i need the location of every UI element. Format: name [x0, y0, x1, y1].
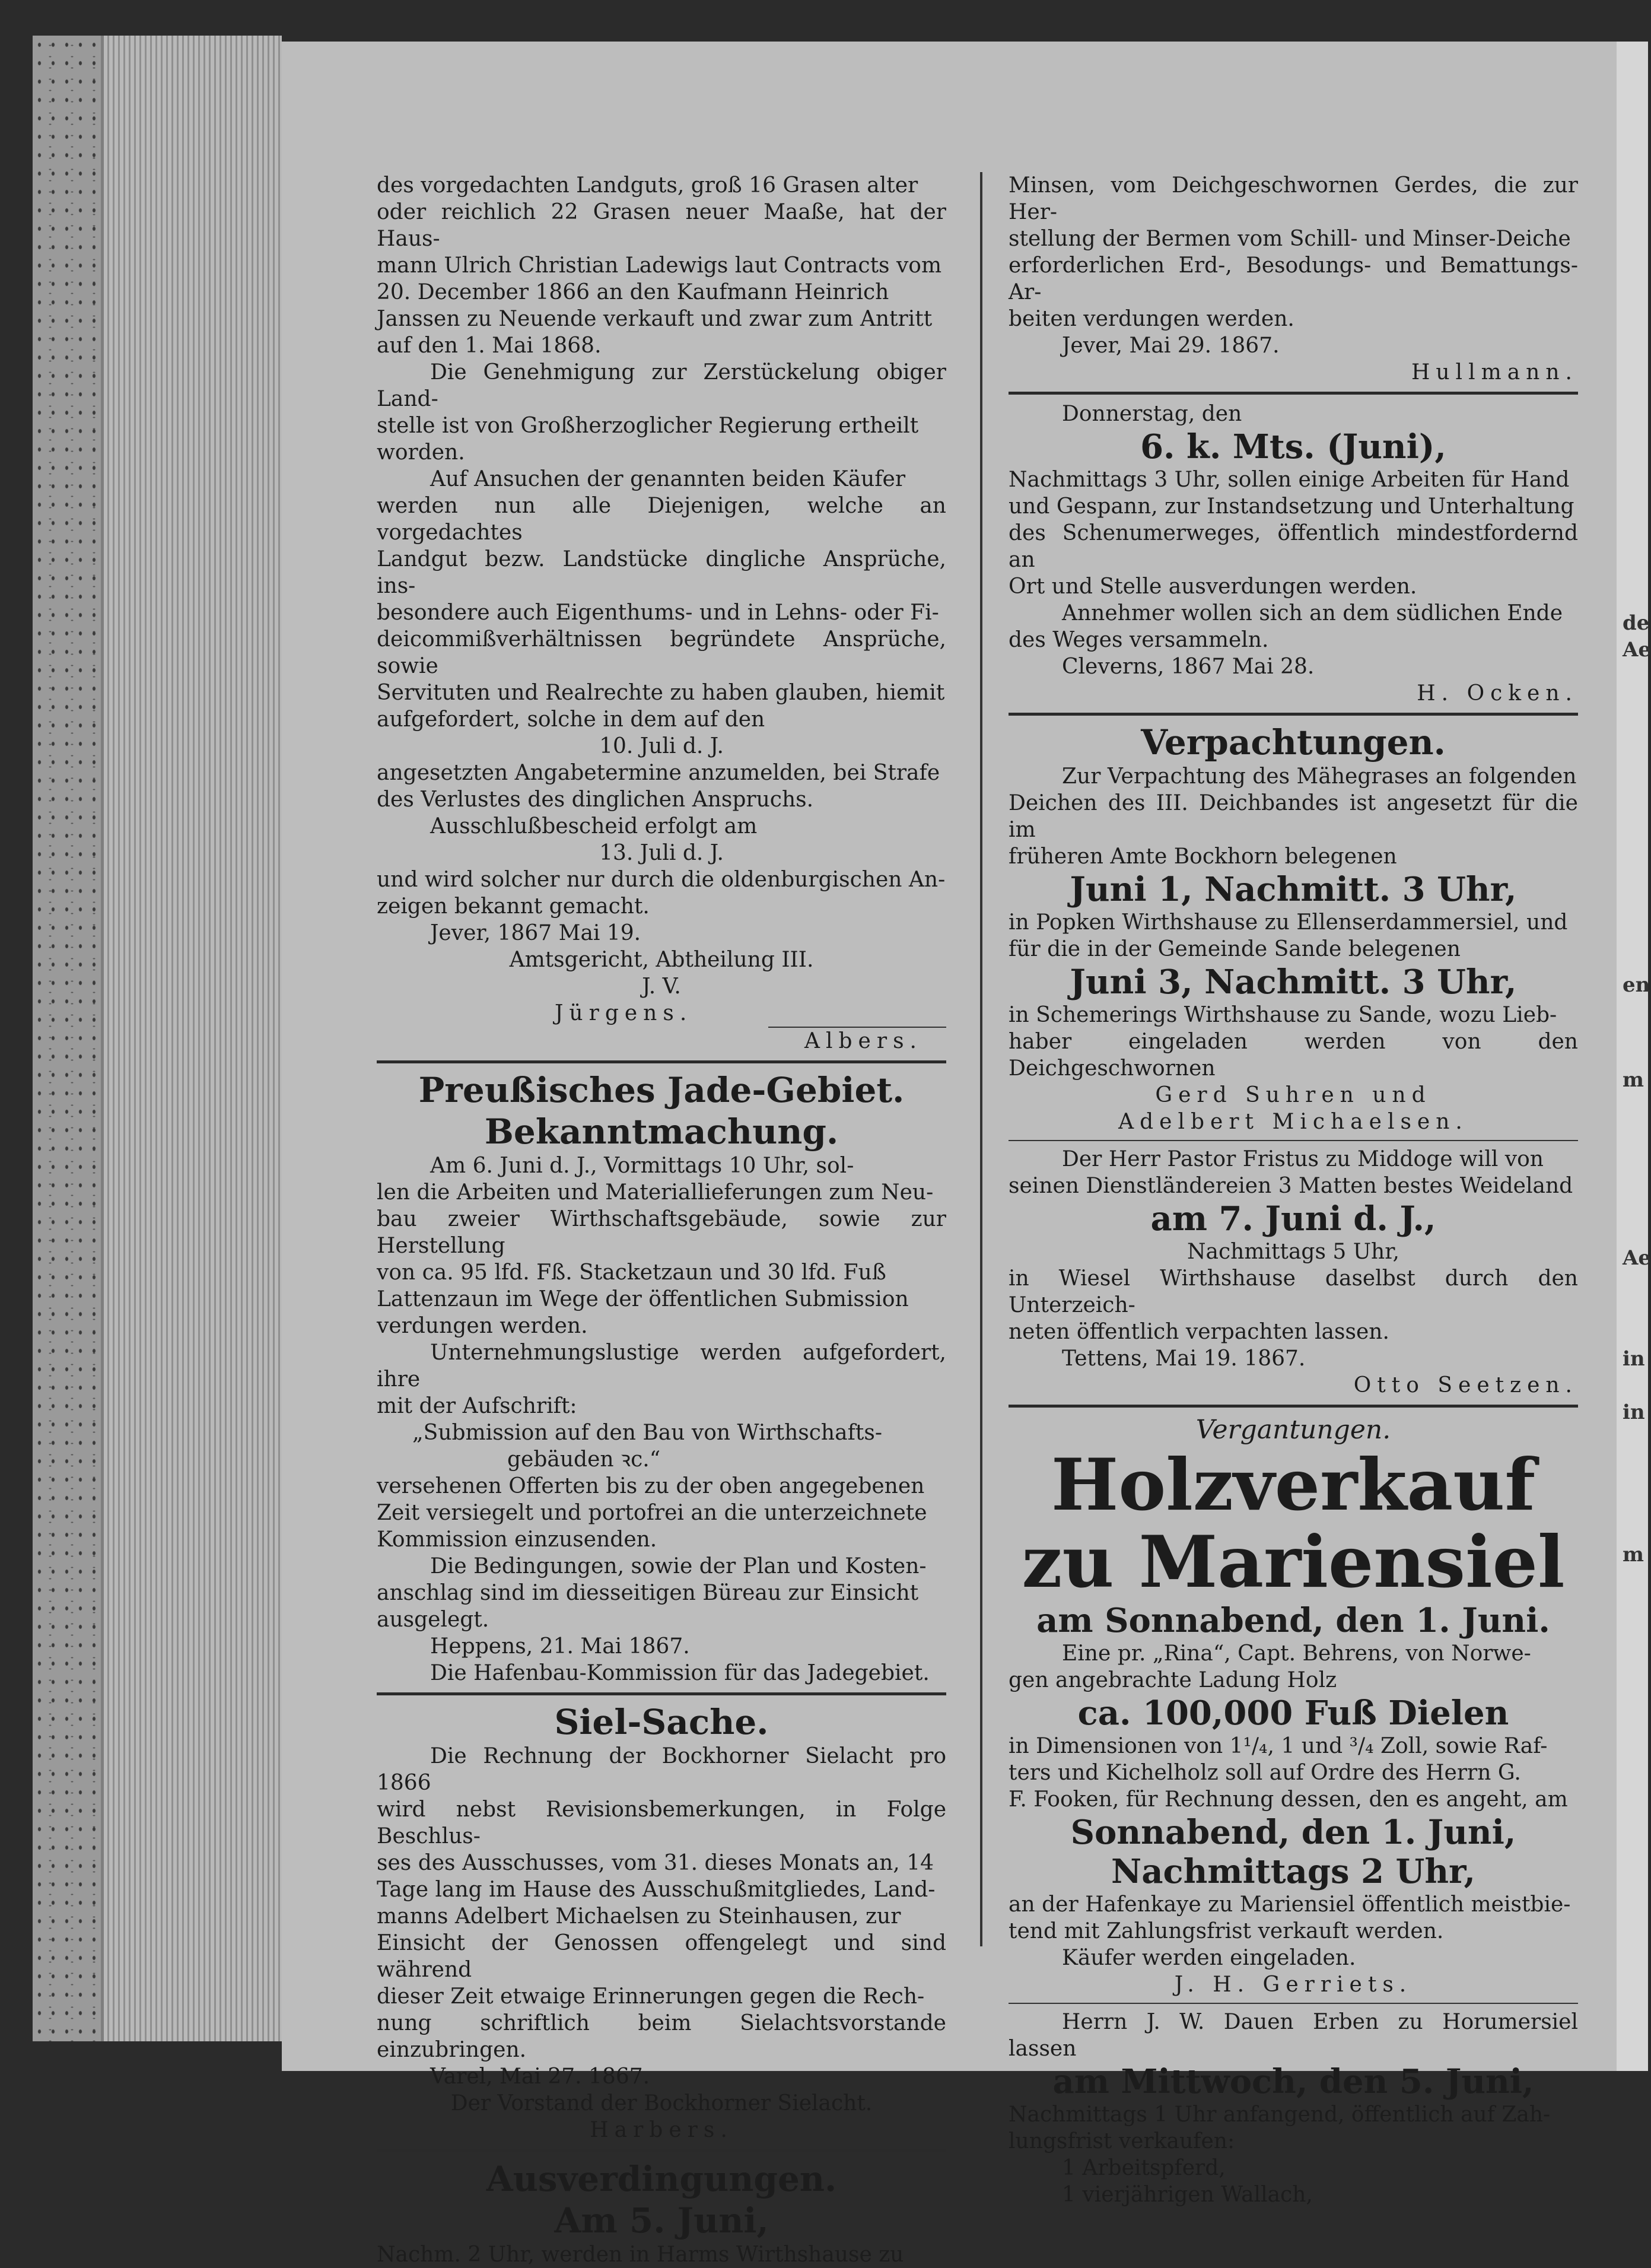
text-line: Servituten und Realrechte zu haben glauben, hiemit	[377, 681, 945, 705]
text-line: früheren Amte Bockhorn belegenen	[1009, 844, 1397, 869]
list-item: 1 Arbeitspferd,	[1062, 2156, 1226, 2180]
page-leaves	[104, 36, 282, 2041]
text-line: des Schenumerweges, öffentlich mindestfordernd an	[1009, 521, 1578, 572]
section-title: Siel-Sache.	[554, 1702, 769, 1742]
text-line: seinen Dienstländereien 3 Matten bestes Weideland	[1009, 1174, 1573, 1198]
section-date: 6. k. Mts. (Juni),	[1140, 427, 1446, 466]
text-line: besondere auch Eigenthums- und in Lehns- oder Fi-	[377, 601, 939, 625]
section-date: Juni 1, Nachmitt. 3 Uhr,	[1070, 870, 1517, 909]
text-line: dieser Zeit etwaige Erinnerungen gegen die Rech-	[377, 1984, 925, 2009]
text-line: Einsicht der Genossen offengelegt und sind während	[377, 1931, 946, 1982]
next-page-fragment: Ae	[1623, 638, 1651, 662]
text-line: mann Ulrich Christian Ladewigs laut Contracts vom	[377, 253, 942, 278]
section-rule	[377, 2149, 946, 2152]
text-line: angesetzten Angabetermine anzumelden, bei Strafe	[377, 761, 940, 785]
quote-line: gebäuden ꝛc.“	[507, 1447, 661, 1472]
text-line: Herrn J. W. Dauen Erben zu Horumersiel lassen	[1009, 2010, 1578, 2061]
section-date: Juni 3, Nachmitt. 3 Uhr,	[1070, 963, 1517, 1002]
text-line: Eine pr. „Rina“, Capt. Behrens, von Norwe-	[1062, 1641, 1531, 1666]
text-line: zeigen bekannt gemacht.	[377, 894, 650, 919]
signature: Otto Seetzen.	[1353, 1373, 1578, 1397]
text-line: stellung der Bermen vom Schill- und Minser-Deiche	[1009, 227, 1571, 251]
text-line: F. Fooken, für Rechnung dessen, den es angeht, am	[1009, 1787, 1568, 1812]
headline: Holzverkauf	[1051, 1443, 1536, 1527]
text-line: Unternehmungslustige werden aufgefordert, ihre	[377, 1341, 946, 1392]
text-line: in Schemerings Wirthshause zu Sande, wozu Lieb-	[1009, 1003, 1557, 1027]
speckled-edge	[33, 36, 101, 2041]
text-line: werden nun alle Diejenigen, welche an vorgedachtes	[377, 494, 946, 545]
next-page-fragment: m	[1623, 1543, 1644, 1567]
section-subtitle: Bekanntmachung.	[484, 1111, 839, 1152]
text-line: des Verlustes des dinglichen Anspruchs.	[377, 787, 814, 812]
section-rule	[1009, 713, 1578, 716]
signature: Jürgens.	[555, 1001, 693, 1025]
place-date: Jever, Mai 29. 1867.	[1062, 333, 1280, 358]
text-line: Nachm. 2 Uhr, werden in Harms Wirthshause zu	[377, 2242, 904, 2267]
section-date: am Mittwoch, den 5. Juni,	[1052, 2062, 1534, 2101]
text-line: deicommißverhältnissen begründete Ansprüche, sowie	[377, 627, 946, 678]
text-line: Nachmittags 1 Uhr anfangend, öffentlich auf Zah-	[1009, 2102, 1551, 2127]
text-line: lungsfrist verkaufen:	[1009, 2129, 1235, 2153]
quote-line: „Submission auf den Bau von Wirthschafts-	[412, 1421, 882, 1445]
section-title: Ausverdingungen.	[486, 2159, 837, 2199]
text-line: Die Bedingungen, sowie der Plan und Kosten-	[430, 1554, 927, 1578]
text-line: mit der Aufschrift:	[377, 1394, 577, 1418]
text-line: in Popken Wirthshause zu Ellenserdammersiel, und	[1009, 910, 1568, 935]
text-line: Nachmittags 5 Uhr,	[1187, 1240, 1399, 1264]
list-item: 1 vierjährigen Wallach,	[1062, 2183, 1313, 2207]
text-line: manns Adelbert Michaelsen zu Steinhausen, zur	[377, 1904, 901, 1929]
text-line: 20. December 1866 an den Kaufmann Heinrich	[377, 280, 889, 304]
court-name: Amtsgericht, Abtheilung III.	[509, 948, 814, 972]
text-line: für die in der Gemeinde Sande belegenen	[1009, 937, 1461, 961]
text-line: aufgefordert, solche in dem auf den	[377, 707, 765, 732]
signature: Gerd Suhren und	[1155, 1083, 1431, 1107]
text-line: stelle ist von Großherzoglicher Regierung ertheilt	[377, 414, 919, 438]
next-page-fragment: Ae	[1623, 1246, 1651, 1270]
text-line: versehenen Offerten bis zu der oben angegebenen	[377, 1474, 925, 1498]
text-line: Donnerstag, den	[1062, 402, 1242, 426]
text-line: und Gespann, zur Instandsetzung und Unterhaltung	[1009, 494, 1574, 519]
section-title: Verpachtungen.	[1141, 722, 1446, 763]
place-date: Jever, 1867 Mai 19.	[430, 921, 641, 945]
section-title: Vergantungen.	[1195, 1415, 1391, 1445]
text-line: verdungen werden.	[377, 1314, 588, 1338]
section-date: am 7. Juni d. J.,	[1150, 1199, 1436, 1238]
signature: Harbers.	[590, 2118, 733, 2142]
text-line: ters und Kichelholz soll auf Ordre des Herrn G.	[1009, 1761, 1521, 1785]
text-line: Landgut bezw. Landstücke dingliche Ansprüche, ins-	[377, 547, 946, 598]
signature: J. V.	[642, 974, 681, 999]
place-date: Varel, Mai 27. 1867.	[430, 2064, 650, 2089]
next-page-fragment: m	[1623, 1068, 1644, 1092]
text-line: Der Herr Pastor Fristus zu Middoge will von	[1062, 1147, 1544, 1171]
text-line: Lattenzaun im Wege der öffentlichen Submission	[377, 1287, 909, 1311]
text-line: Deichen des III. Deichbandes ist angesetzt für die im	[1009, 791, 1578, 842]
signature: Hullmann.	[1411, 360, 1578, 385]
text-line: Ort und Stelle ausverdungen werden.	[1009, 574, 1417, 599]
text-line: oder reichlich 22 Grasen neuer Maaße, hat der Haus-	[377, 200, 946, 251]
text-line: ausgelegt.	[377, 1608, 489, 1632]
text-line: des vorgedachten Landguts, groß 16 Grasen alter	[377, 173, 918, 198]
text-line: an der Hafenkaye zu Mariensiel öffentlich meistbie-	[1009, 1892, 1571, 1917]
section-date: am Sonnabend, den 1. Juni.	[1036, 1601, 1550, 1640]
text-line: Ausschlußbescheid erfolgt am	[430, 814, 758, 838]
text-line: Nachmittags 3 Uhr, sollen einige Arbeiten für Hand	[1009, 468, 1570, 492]
signature: Die Hafenbau-Kommission für das Jadegebiet.	[430, 1661, 930, 1685]
section-rule	[1009, 2003, 1578, 2004]
signature: H. Ocken.	[1417, 681, 1578, 706]
text-line: des Weges versammeln.	[1009, 628, 1269, 652]
section-time: Nachmittags 2 Uhr,	[1111, 1852, 1475, 1891]
section-rule	[377, 1692, 946, 1695]
section-rule	[1009, 1140, 1578, 1141]
headline: zu Mariensiel	[1022, 1520, 1565, 1604]
text-line: worden.	[377, 440, 465, 465]
section-rule	[377, 1060, 946, 1063]
text-line: gen angebrachte Ladung Holz	[1009, 1668, 1337, 1692]
text-line: erforderlichen Erd-, Besodungs- und Bemattungs-Ar-	[1009, 253, 1578, 304]
text-line: Am 6. Juni d. J., Vormittags 10 Uhr, sol-	[430, 1154, 854, 1178]
text-line: Die Genehmigung zur Zerstückelung obiger Land-	[377, 360, 946, 411]
text-line: beiten verdungen werden.	[1009, 307, 1294, 331]
place-date: Cleverns, 1867 Mai 28.	[1062, 655, 1315, 679]
next-page-fragment: in	[1623, 1400, 1645, 1424]
signature: J. H. Gerriets.	[1174, 1972, 1413, 1997]
text-line: wird nebst Revisionsbemerkungen, in Folge Beschlus-	[377, 1797, 946, 1848]
text-line: haber eingeladen werden von den Deichgeschwornen	[1009, 1030, 1578, 1081]
text-line: tend mit Zahlungsfrist verkauft werden.	[1009, 1919, 1444, 1943]
text-line: ses des Ausschusses, vom 31. dieses Monats an, 14	[377, 1851, 934, 1875]
text-line: Minsen, vom Deichgeschwornen Gerdes, die zur Her-	[1009, 173, 1578, 224]
text-line: Annehmer wollen sich an dem südlichen Ende	[1062, 601, 1563, 625]
next-page-fragment: in	[1623, 1347, 1645, 1371]
date-line: 13. Juli d. J.	[599, 841, 724, 865]
next-page-fragment: en	[1623, 973, 1650, 997]
text-line: len die Arbeiten und Materiallieferungen zum Neu-	[377, 1180, 934, 1205]
text-line: Zeit versiegelt und portofrei an die unterzeichnete	[377, 1501, 927, 1525]
section-rule	[1009, 392, 1578, 395]
signature: Der Vorstand der Bockhorner Sielacht.	[450, 2091, 873, 2115]
signature: Adelbert Michaelsen.	[1118, 1110, 1468, 1134]
text-line: neten öffentlich verpachten lassen.	[1009, 1320, 1389, 1344]
text-line: in Wiesel Wirthshause daselbst durch den Unterzeich-	[1009, 1266, 1578, 1317]
date-line: 10. Juli d. J.	[599, 734, 724, 758]
text-line: Janssen zu Neuende verkauft und zwar zum Antritt	[377, 307, 933, 331]
text-line: Zur Verpachtung des Mähegrases an folgenden	[1062, 764, 1577, 789]
text-line: von ca. 95 lfd. Fß. Stacketzaun und 30 lfd. Fuß	[377, 1260, 886, 1285]
section-rule	[1009, 1405, 1578, 1408]
next-page-fragment: de	[1623, 611, 1650, 635]
place-date: Tettens, Mai 19. 1867.	[1062, 1346, 1306, 1371]
left-column	[377, 172, 946, 2268]
text-line: in Dimensionen von 1¹/₄, 1 und ³/₄ Zoll, sowie Raf-	[1009, 1734, 1548, 1758]
place-date: Heppens, 21. Mai 1867.	[430, 1634, 690, 1659]
text-line: bau zweier Wirthschaftsgebäude, sowie zur Herstellung	[377, 1207, 946, 1258]
right-column	[1009, 172, 1578, 2208]
section-date: Am 5. Juni,	[554, 2200, 769, 2241]
signature: Albers.	[804, 1029, 922, 1053]
column-divider	[980, 172, 982, 1946]
next-page-edge	[1617, 42, 1648, 2071]
book-page-edges	[33, 36, 282, 2041]
text-line: Käufer werden eingeladen.	[1062, 1946, 1356, 1970]
text-line: Tage lang im Hause des Ausschußmitgliedes, Land-	[377, 1878, 936, 1902]
amount-line: ca. 100,000 Fuß Dielen	[1077, 1694, 1509, 1733]
text-line: und wird solcher nur durch die oldenburgischen An-	[377, 868, 946, 892]
text-line: anschlag sind im diesseitigen Büreau zur Einsicht	[377, 1581, 919, 1605]
section-date: Sonnabend, den 1. Juni,	[1070, 1813, 1516, 1852]
text-line: Auf Ansuchen der genannten beiden Käufer	[430, 467, 906, 491]
section-title: Preußisches Jade-Gebiet.	[418, 1070, 905, 1110]
text-line: Kommission einzusenden.	[377, 1527, 657, 1552]
text-line: Die Rechnung der Bockhorner Sielacht pro 1866	[377, 1744, 946, 1795]
text-line: nung schriftlich beim Sielachtsvorstande einzubringen.	[377, 2011, 946, 2062]
text-line: auf den 1. Mai 1868.	[377, 333, 602, 358]
